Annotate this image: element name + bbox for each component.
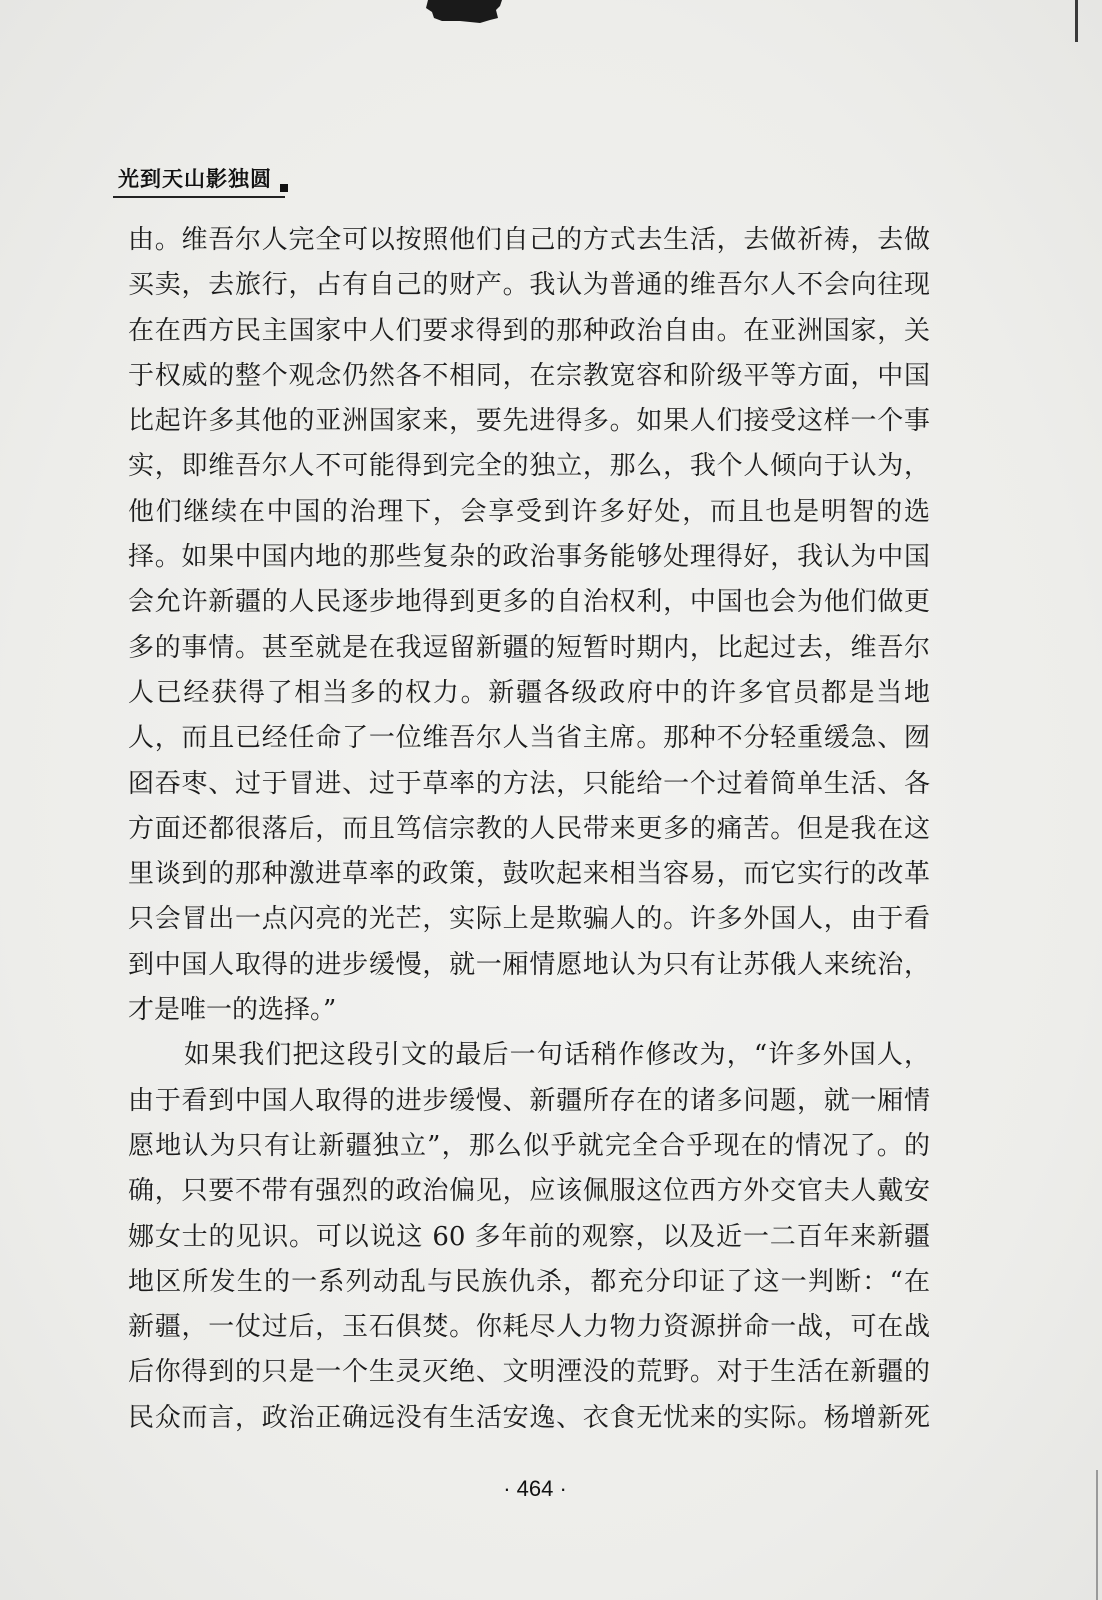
page-number: · 464 · (503, 1476, 567, 1501)
text-line: 多的事情。甚至就是在我逗留新疆的短暂时期内，比起过去，维吾尔 (128, 632, 930, 663)
text-line: 人已经获得了相当多的权力。新疆各级政府中的许多官员都是当地 (128, 677, 930, 708)
text-line: 实，即维吾尔人不可能得到完全的独立，那么，我个人倾向于认为， (128, 451, 930, 482)
scan-edge-mark (1075, 0, 1078, 42)
text-line: 愿地认为只有让新疆独立”，那么似乎就完全合乎现在的情况了。的 (128, 1130, 930, 1161)
header-square-mark (280, 184, 288, 192)
text-line: 新疆，一仗过后，玉石俱焚。你耗尽人力物力资源拼命一战，可在战 (128, 1312, 930, 1343)
running-header-title: 光到天山影独圆 (118, 167, 272, 191)
text-line: 囵吞枣、过于冒进、过于草率的方法，只能给一个过着简单生活、各 (128, 768, 930, 799)
header-rule (113, 196, 285, 198)
text-line: 他们继续在中国的治理下，会享受到许多好处，而且也是明智的选 (128, 496, 930, 527)
text-line: 买卖，去旅行，占有自己的财产。我认为普通的维吾尔人不会向往现 (128, 270, 930, 301)
text-line: 于权威的整个观念仍然各不相同，在宗教宽容和阶级平等方面，中国 (128, 360, 930, 391)
paragraph-2 (128, 1033, 930, 1441)
text-line: 民众而言，政治正确远没有生活安逸、衣食无忧来的实际。杨增新死 (128, 1402, 930, 1433)
text-line: 如果我们把这段引文的最后一句话稍作修改为，“许多外国人， (184, 1040, 930, 1071)
scan-smudge (420, 0, 510, 26)
text-line: 只会冒出一点闪亮的光芒，实际上是欺骗人的。许多外国人，由于看 (128, 904, 930, 935)
text-line: 地区所发生的一系列动乱与民族仇杀，都充分印证了这一判断：“在 (128, 1266, 930, 1297)
text-line: 在在西方民主国家中人们要求得到的那种政治自由。在亚洲国家，关 (128, 315, 930, 346)
text-line: 确，只要不带有强烈的政治偏见，应该佩服这位西方外交官夫人戴安 (128, 1176, 930, 1207)
text-line: 会允许新疆的人民逐步地得到更多的自治权利，中国也会为他们做更 (128, 587, 930, 618)
text-line: 比起许多其他的亚洲国家来，要先进得多。如果人们接受这样一个事 (128, 406, 930, 437)
text-line: 到中国人取得的进步缓慢，就一厢情愿地认为只有让苏俄人来统治， (128, 949, 930, 980)
text-line: 才是唯一的选择。” (128, 995, 337, 1026)
body-text (128, 218, 930, 1441)
text-line: 娜女士的见识。可以说这 60 多年前的观察，以及近一二百年来新疆 (128, 1221, 930, 1252)
text-line: 后你得到的只是一个生灵灭绝、文明湮没的荒野。对于生活在新疆的 (128, 1357, 930, 1388)
text-line: 择。如果中国内地的那些复杂的政治事务能够处理得好，我认为中国 (128, 542, 930, 573)
text-line: 由于看到中国人取得的进步缓慢、新疆所存在的诸多问题，就一厢情 (128, 1085, 930, 1116)
text-line: 人，而且已经任命了一位维吾尔人当省主席。那种不分轻重缓急、囫 (128, 723, 930, 754)
scan-edge-mark-bottom (1096, 1470, 1098, 1600)
text-line: 里谈到的那种激进草率的政策，鼓吹起来相当容易，而它实行的改革 (128, 859, 930, 890)
text-line: 由。维吾尔人完全可以按照他们自己的方式去生活，去做祈祷，去做 (128, 225, 930, 255)
text-line: 方面还都很落后，而且笃信宗教的人民带来更多的痛苦。但是我在这 (128, 813, 930, 844)
paragraph-1 (128, 218, 930, 1033)
